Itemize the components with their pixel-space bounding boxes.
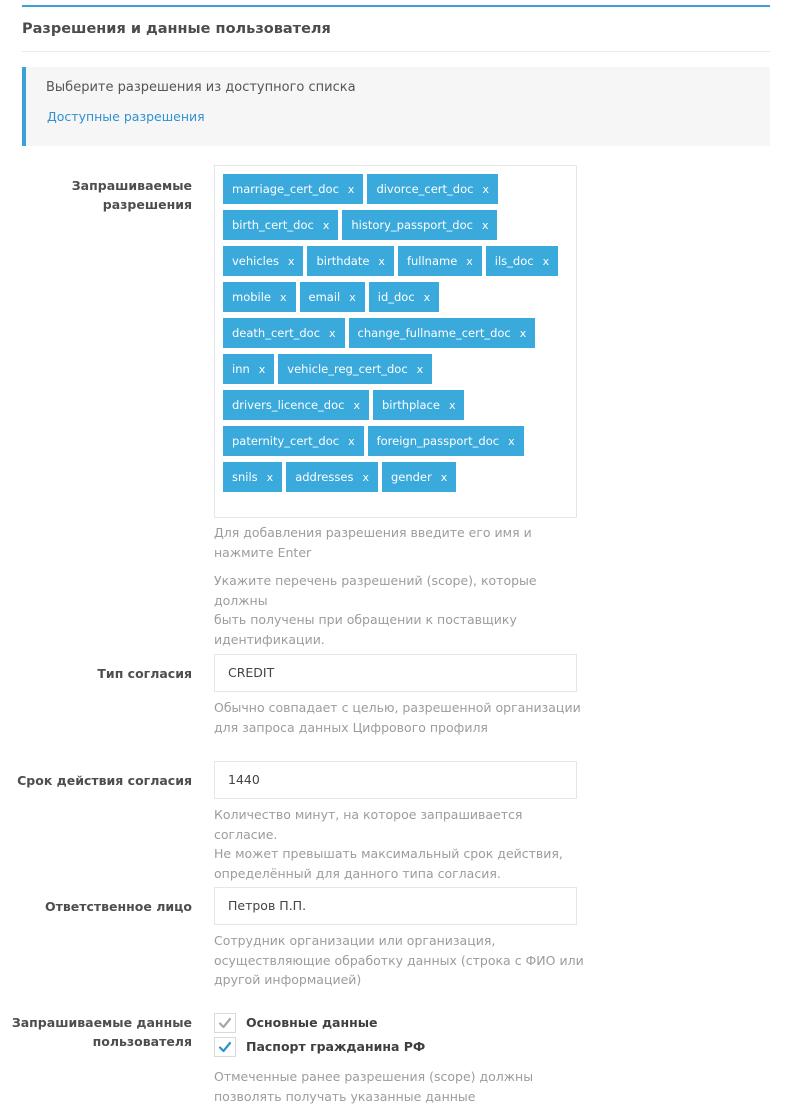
remove-tag-icon[interactable]: x [416, 363, 424, 376]
scopes-help-description [214, 571, 584, 649]
consent-duration-help [214, 805, 584, 883]
remove-tag-icon[interactable]: x [519, 327, 527, 340]
responsible-help-line1: Сотрудник организации или организация, [214, 933, 496, 948]
remove-tag-icon[interactable]: x [542, 255, 550, 268]
consent-duration-help-line1: Количество минут, на которое запрашивается согласие. [214, 807, 523, 842]
scope-tag-label: vehicles [232, 254, 279, 268]
scope-tag-label: fullname [406, 254, 458, 268]
scope-tag [382, 462, 456, 492]
remove-tag-icon[interactable]: x [353, 399, 360, 412]
info-callout [22, 67, 770, 146]
scopes-help-enter-line2: нажмите Enter [214, 544, 312, 560]
scope-tag-label: history_passport_doc [351, 218, 473, 232]
scope-tag [223, 390, 369, 420]
remove-tag-icon[interactable]: x [448, 399, 456, 412]
scope-tag-label: birth_cert_doc [232, 218, 314, 232]
callout-text: Выберите разрешения из доступного списка [46, 80, 356, 95]
responsible-help [214, 931, 584, 990]
scopes-help-enter [214, 523, 584, 562]
scope-tag-label: inn [232, 362, 250, 376]
scope-tag [486, 246, 558, 276]
scope-tag [307, 246, 393, 276]
responsible-help-line3: другой информацией) [214, 972, 362, 987]
scope-tag-label: change_fullname_cert_doc [357, 326, 511, 340]
scope-tag [223, 282, 296, 312]
scope-tag-label: paternity_cert_doc [232, 434, 340, 448]
remove-tag-icon[interactable]: x [466, 255, 473, 268]
remove-tag-icon[interactable]: x [280, 291, 287, 304]
scope-tag-label: email [308, 290, 341, 304]
consent-duration-help-line3: определённый для данного типа согласия. [214, 865, 501, 881]
responsible-label: Ответственное лицо [44, 899, 192, 914]
scope-tag [223, 246, 303, 276]
remove-tag-icon[interactable]: x [378, 255, 385, 268]
scope-tag [373, 390, 464, 420]
scope-tag [342, 210, 497, 240]
user-data-help [214, 1067, 584, 1106]
scope-tag [367, 174, 498, 204]
scope-tag-label: addresses [295, 470, 354, 484]
basic-data-checkbox[interactable] [214, 1013, 236, 1033]
scope-tag-label: mobile [232, 290, 272, 304]
scope-tag-label: divorce_cert_doc [376, 182, 474, 196]
panel-top-border [22, 5, 770, 7]
scope-tag [223, 462, 282, 492]
user-data-label-line1: Запрашиваемые данные [11, 1015, 192, 1030]
consent-type-input[interactable]: CREDIT [214, 654, 577, 692]
scopes-help-description-line2: быть получены при обращении к поставщику [214, 612, 517, 627]
consent-type-label: Тип согласия [97, 666, 192, 681]
consent-duration-input[interactable]: 1440 [214, 761, 577, 799]
basic-data-label: Основные данные [246, 1015, 378, 1030]
scope-tag [223, 174, 363, 204]
scopes-label-line1: Запрашиваемые [71, 178, 192, 193]
scopes-tag-list [223, 174, 568, 498]
scope-tag [286, 462, 378, 492]
section-title: Разрешения и данные пользователя [22, 21, 331, 37]
scope-tag-label: vehicle_reg_cert_doc [287, 362, 408, 376]
scope-tag [349, 318, 536, 348]
scopes-label [72, 176, 192, 214]
remove-tag-icon[interactable]: x [481, 219, 489, 232]
user-data-help-line2: позволять получать указанные данные [214, 1088, 476, 1104]
title-divider [22, 51, 770, 52]
scope-tag [278, 354, 432, 384]
remove-tag-icon[interactable]: x [423, 291, 431, 304]
scope-tag-label: foreign_passport_doc [376, 434, 500, 448]
scope-tag-label: birthdate [316, 254, 370, 268]
scope-tag-label: death_cert_doc [232, 326, 321, 340]
scopes-tag-input[interactable] [214, 165, 577, 518]
russian-passport-checkbox[interactable] [214, 1037, 236, 1057]
scope-tag [300, 282, 365, 312]
scope-tag [223, 354, 274, 384]
consent-type-help-line2: для запроса данных Цифрового профиля [214, 719, 488, 735]
scope-tag [223, 426, 364, 456]
russian-passport-label: Паспорт гражданина РФ [246, 1039, 426, 1054]
check-icon [218, 1040, 232, 1054]
consent-type-help-line1: Обычно совпадает с целью, разрешенной организации [214, 700, 581, 715]
remove-tag-icon[interactable]: x [329, 327, 336, 340]
scope-tag-label: gender [390, 470, 432, 484]
scope-tag [223, 318, 345, 348]
scope-tag [223, 210, 338, 240]
remove-tag-icon[interactable]: x [258, 363, 266, 376]
remove-tag-icon[interactable]: x [440, 471, 448, 484]
consent-type-help [214, 698, 584, 737]
remove-tag-icon[interactable]: x [348, 435, 355, 448]
user-data-help-line1: Отмеченные ранее разрешения (scope) должны [214, 1069, 534, 1084]
available-permissions-link[interactable]: Доступные разрешения [47, 109, 205, 124]
scopes-help-description-line3: идентификации. [214, 631, 325, 647]
responsible-help-line2: осуществляющие обработку данных (строка с ФИО или [214, 952, 584, 968]
scope-tag-label: ils_doc [494, 254, 534, 268]
scope-tag [368, 426, 524, 456]
responsible-input[interactable]: Петров П.П. [214, 887, 577, 925]
scope-tag [398, 246, 482, 276]
check-icon [218, 1016, 232, 1030]
scope-tag-label: id_doc [377, 290, 415, 304]
consent-duration-label: Срок действия согласия [17, 773, 192, 788]
user-data-label-line2: пользователя [92, 1034, 192, 1049]
remove-tag-icon[interactable]: x [347, 183, 355, 196]
scope-tag-label: drivers_licence_doc [232, 398, 345, 412]
scopes-label-line2: разрешения [102, 197, 192, 212]
scope-tag-label: marriage_cert_doc [232, 182, 339, 196]
remove-tag-icon[interactable]: x [266, 471, 274, 484]
remove-tag-icon[interactable]: x [322, 219, 330, 232]
scope-tag-label: snils [232, 470, 258, 484]
remove-tag-icon[interactable]: x [508, 435, 515, 448]
remove-tag-icon[interactable]: x [349, 291, 356, 304]
remove-tag-icon[interactable]: x [287, 255, 295, 268]
scopes-help-description-line1: Укажите перечень разрешений (scope), которые должны [214, 573, 537, 608]
scopes-help-enter-line1: Для добавления разрешения введите его имя и [214, 525, 532, 540]
consent-duration-help-line2: Не может превышать максимальный срок действия, [214, 846, 563, 861]
user-data-label [12, 1013, 192, 1051]
scope-tag-label: birthplace [381, 398, 440, 412]
remove-tag-icon[interactable]: x [362, 471, 369, 484]
scope-tag [369, 282, 439, 312]
remove-tag-icon[interactable]: x [482, 183, 489, 196]
